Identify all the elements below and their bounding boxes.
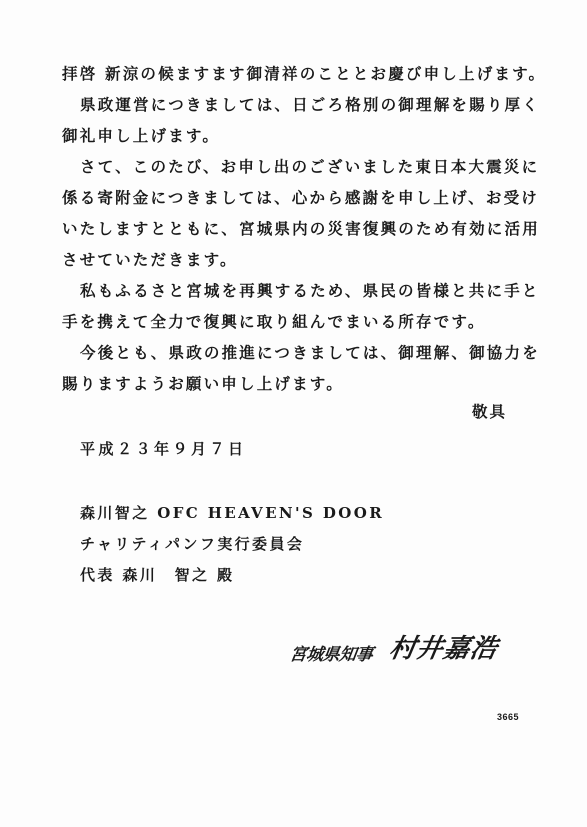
letter-date: 平成２３年９月７日 [80, 440, 247, 458]
letter-line: 拝啓 新涼の候ますます御清祥のこととお慶び申し上げます。 [62, 64, 547, 83]
letter-line: 係る寄附金につきましては、心から感謝を申し上げ、お受け [62, 188, 539, 207]
letter-body [62, 58, 547, 399]
recipient-organization: チャリティパンフ実行委員会 [80, 535, 305, 553]
letter-line: 私もふるさと宮城を再興するため、県民の皆様と共に手と [80, 281, 540, 300]
letter-line: させていただきます。 [62, 250, 238, 269]
letter-line: 手を携えて全力で復興に取り組んでまいる所存です。 [62, 312, 486, 331]
signature-name: 村井嘉浩 [386, 634, 500, 664]
letter-line: いたしますとともに、宮城県内の災害復興のため有効に活用 [62, 219, 540, 238]
recipient-name-line: 森川智之 OFC HEAVEN'S DOOR [80, 504, 385, 522]
recipient-representative: 代表 森川 智之 殿 [80, 566, 235, 584]
letter-line: 賜りますようお願い申し上げます。 [62, 374, 344, 393]
letter-line: さて、このたび、お申し出のございました東日本大震災に [80, 157, 540, 176]
closing-phrase: 敬具 [472, 402, 508, 421]
document-number: 3665 [497, 712, 520, 722]
recipient-block [80, 498, 384, 591]
signature-title: 宮城県知事 [288, 645, 374, 665]
letter-line: 御礼申し上げます。 [62, 126, 221, 145]
letter-line: 今後とも、県政の推進につきましては、御理解、御協力を [80, 343, 540, 362]
letter-line: 県政運営につきましては、日ごろ格別の御理解を賜り厚く [80, 95, 540, 114]
handwritten-signature [290, 628, 498, 665]
